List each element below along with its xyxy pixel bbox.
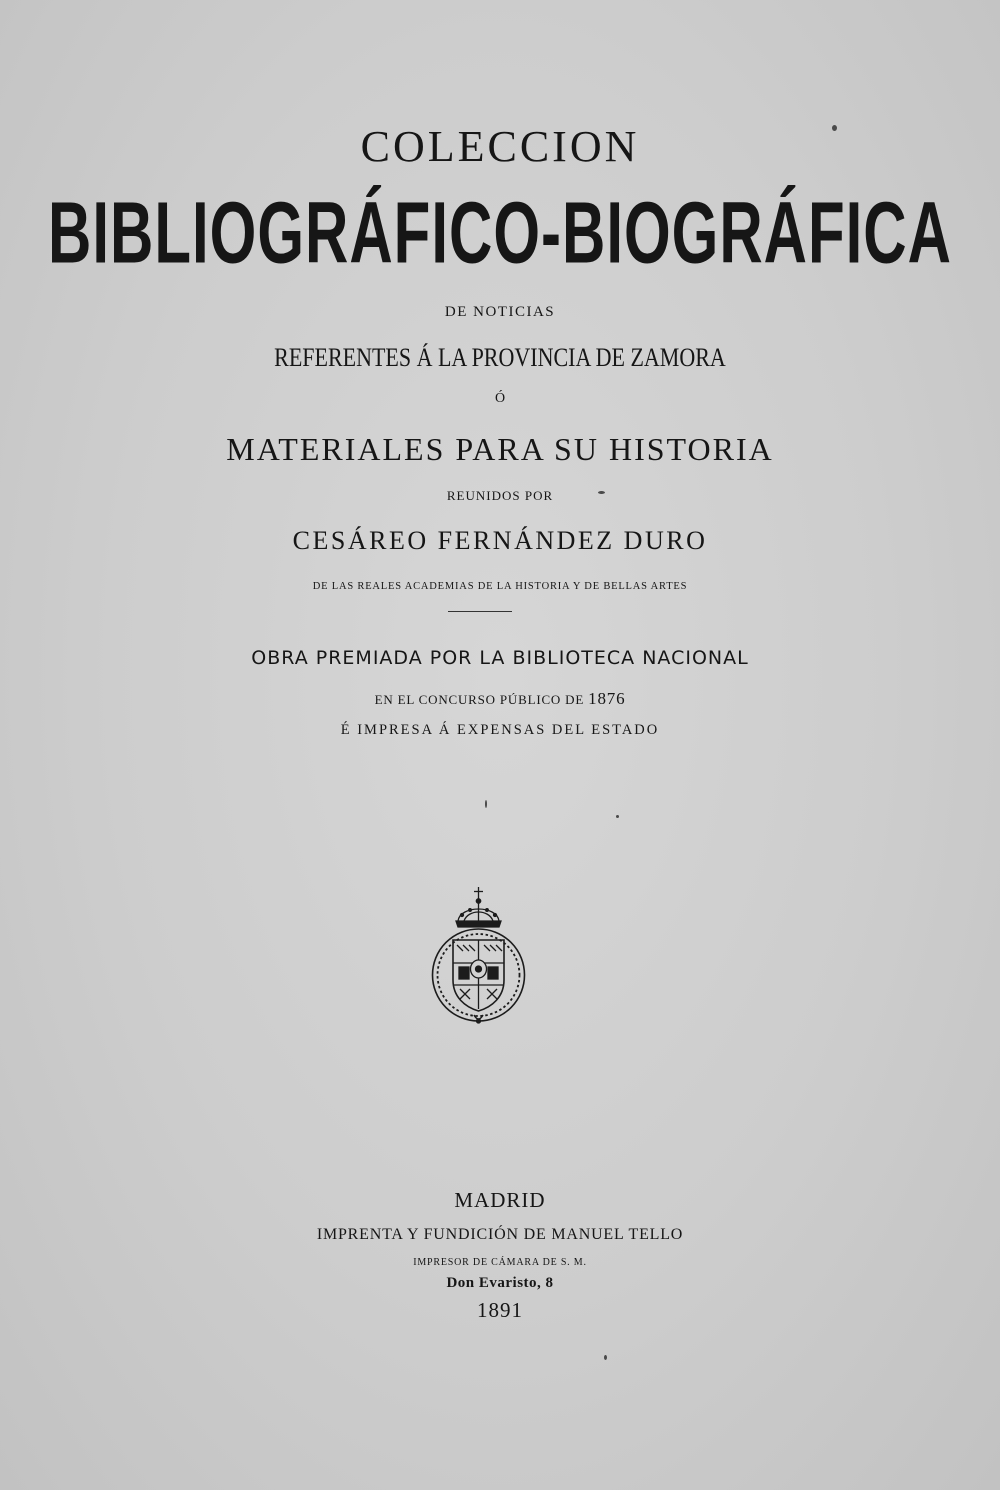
award-line: OBRA PREMIADA POR LA BIBLIOTECA NACIONAL [251,647,749,669]
subtitle: MATERIALES PARA SU HISTORIA [226,431,774,467]
collection-word: COLECCION [360,122,640,171]
separator-rule [448,611,512,612]
imprint-printer-title: IMPRESOR DE CÁMARA DE S. M. [413,1257,587,1268]
imprint-year: 1891 [477,1298,523,1322]
main-title: BIBLIOGRÁFICO-BIOGRÁFICA [48,184,952,282]
imprint-printer: IMPRENTA Y FUNDICIÓN DE MANUEL TELLO [316,1226,684,1243]
contest-year: 1876 [588,689,626,708]
reunidos-por-line: REUNIDOS POR [446,488,554,503]
author-name: CESÁREO FERNÁNDEZ DURO [292,526,708,555]
conjunction-o: Ó [494,391,506,406]
imprint-city: MADRID [454,1188,546,1212]
author-affiliation: DE LAS REALES ACADEMIAS DE LA HISTORIA Y DE BELLAS ARTES [312,581,688,592]
coat-of-arms-icon [426,885,531,1025]
contest-line [0,690,1000,707]
referentes-line: REFERENTES Á LA PROVINCIA DE ZAMORA [274,342,726,373]
printing-note: É IMPRESA Á EXPENSAS DEL ESTADO [340,722,660,738]
contest-prefix: EN EL CONCURSO PÚBLICO DE [374,692,585,707]
de-noticias-line: DE NOTICIAS [444,304,556,320]
imprint-address: Don Evaristo, 8 [446,1275,554,1291]
